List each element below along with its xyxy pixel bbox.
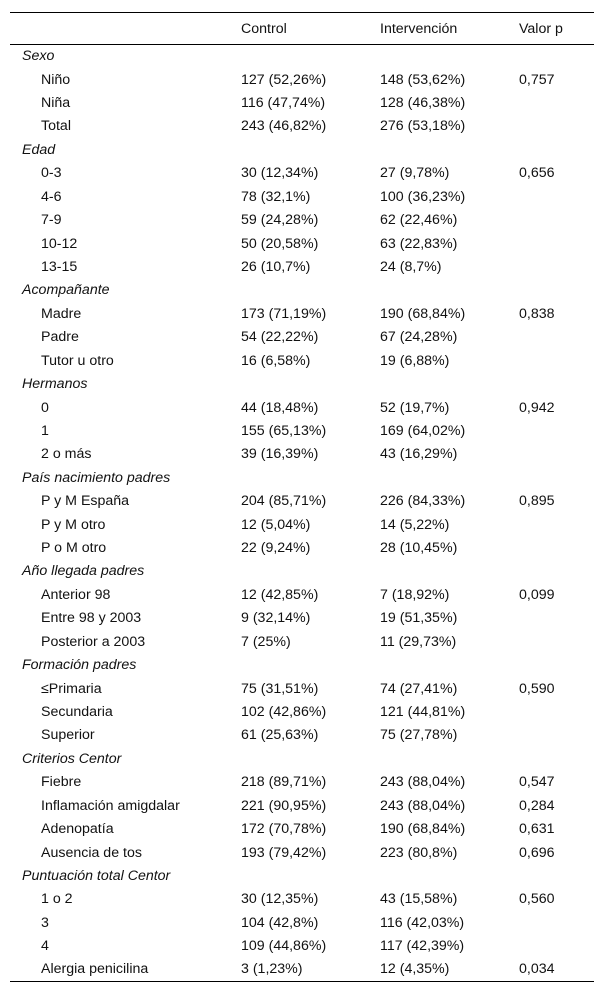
p-value-cell [519,630,594,653]
row-label: Secundaria [41,704,113,721]
row-label: Entre 98 y 2003 [41,610,142,627]
section-row [10,45,594,68]
table-row [10,958,594,981]
p-value-cell [519,700,594,723]
row-label: 13-15 [41,259,78,275]
table-header-row [10,13,594,45]
intervencion-cell: 7 (18,92%) [380,586,450,603]
p-value-cell: 0,757 [519,71,555,88]
control-cell: 9 (32,14%) [241,610,311,627]
control-cell: 59 (24,28%) [241,212,319,229]
intervencion-cell: 27 (9,78%) [380,165,450,182]
section-title: Edad [22,141,56,158]
p-value-cell [519,419,594,442]
table-row [10,607,594,630]
table-row [10,724,594,747]
table-row [10,771,594,794]
intervencion-cell: 117 (42,39%) [380,938,465,955]
p-value-cell: 0,942 [519,399,555,416]
row-label: 0-3 [41,165,62,182]
control-cell: 221 (90,95%) [241,797,327,814]
table-row [10,396,594,419]
row-label: Total [41,118,71,135]
row-label: Fiebre [41,774,82,791]
p-value-cell: 0,560 [519,891,555,908]
intervencion-cell: 121 (44,81%) [380,704,466,721]
section-row [10,466,594,489]
p-value-cell: 0,590 [519,680,555,697]
control-cell: 26 (10,7%) [241,259,311,275]
intervencion-cell: 63 (22,83%) [380,235,458,252]
p-value-cell [519,443,594,466]
table-row [10,490,594,513]
p-value-cell [519,911,594,934]
intervencion-cell: 12 (4,35%) [380,958,519,981]
row-label: Niña [41,95,71,112]
table-row [10,115,594,138]
header-control: Control [241,13,380,45]
control-cell: 22 (9,24%) [241,540,311,557]
section-title: Formación padres [22,657,137,674]
table-row [10,583,594,606]
p-value-cell [519,349,594,372]
row-label: 10-12 [41,235,78,252]
section-title: Hermanos [22,376,88,393]
row-label: Tutor u otro [41,352,114,369]
p-value-cell [519,91,594,114]
section-row [10,747,594,770]
control-cell: 204 (85,71%) [241,493,327,510]
p-value-cell [519,185,594,208]
intervencion-cell: 74 (27,41%) [380,680,458,697]
control-cell: 50 (20,58%) [241,235,319,252]
control-cell: 12 (5,04%) [241,516,311,533]
p-value-cell [519,232,594,255]
control-cell: 30 (12,34%) [241,165,319,182]
table-row [10,888,594,911]
intervencion-cell: 190 (68,84%) [380,821,466,838]
table-row [10,794,594,817]
section-title: Puntuación total Centor [22,867,171,884]
row-label: 0 [41,399,49,416]
row-label: Alergia penicilina [10,958,241,981]
section-row [10,138,594,161]
intervencion-cell: 226 (84,33%) [380,493,466,510]
intervencion-cell: 169 (64,02%) [380,422,466,439]
p-value-cell: 0,547 [519,774,555,791]
section-row [10,372,594,395]
table-row [10,185,594,208]
row-label: Superior [41,727,95,744]
p-value-cell [519,326,594,349]
control-cell: 243 (46,82%) [241,118,327,135]
p-value-cell [519,724,594,747]
intervencion-cell: 190 (68,84%) [380,305,466,322]
row-label: Ausencia de tos [41,844,142,861]
section-row [10,864,594,887]
table-row [10,208,594,231]
control-cell: 61 (25,63%) [241,727,319,744]
section-title: Acompañante [22,282,110,299]
p-value-cell [519,536,594,559]
row-label: P y M España [41,493,130,510]
table-row [10,536,594,559]
intervencion-cell: 116 (42,03%) [380,914,465,931]
table-row [10,255,594,278]
control-cell: 173 (71,19%) [241,305,327,322]
intervencion-cell: 19 (6,88%) [380,352,450,369]
header-intervencion: Intervención [380,13,519,45]
control-cell: 3 (1,23%) [241,958,380,981]
section-title: Año llegada padres [22,563,145,580]
table-row [10,677,594,700]
intervencion-cell: 223 (80,8%) [380,844,458,861]
control-cell: 116 (47,74%) [241,95,326,112]
row-label: ≤Primaria [41,680,102,697]
intervencion-cell: 243 (88,04%) [380,797,466,814]
table-row [10,817,594,840]
table-row [10,349,594,372]
p-value-cell: 0,696 [519,844,555,861]
section-title: Sexo [22,48,55,65]
p-value-cell [519,115,594,138]
p-value-cell: 0,099 [519,586,555,603]
table-row [10,443,594,466]
intervencion-cell: 43 (16,29%) [380,446,458,463]
intervencion-cell: 75 (27,78%) [380,727,458,744]
p-value-cell: 0,838 [519,305,555,322]
control-cell: 75 (31,51%) [241,680,319,697]
section-title: País nacimiento padres [22,469,171,486]
control-cell: 7 (25%) [241,633,291,650]
intervencion-cell: 243 (88,04%) [380,774,466,791]
row-label: Niño [41,71,71,88]
control-cell: 193 (79,42%) [241,844,327,861]
row-label: P o M otro [41,540,107,557]
control-cell: 78 (32,1%) [241,188,311,205]
control-cell: 30 (12,35%) [241,891,319,908]
baseline-characteristics-table [10,12,594,982]
p-value-cell [519,935,594,958]
control-cell: 172 (70,78%) [241,821,327,838]
table-row [10,911,594,934]
control-cell: 104 (42,8%) [241,914,319,931]
table-row [10,91,594,114]
row-label: 1 o 2 [41,891,73,908]
control-cell: 44 (18,48%) [241,399,319,416]
table-row [10,68,594,91]
intervencion-cell: 14 (5,22%) [380,516,450,533]
control-cell: 155 (65,13%) [241,422,327,439]
control-cell: 102 (42,86%) [241,704,327,721]
table-row [10,630,594,653]
row-label: Anterior 98 [41,586,111,603]
table-row [10,841,594,864]
intervencion-cell: 62 (22,46%) [380,212,458,229]
control-cell: 218 (89,71%) [241,774,327,791]
row-label: 2 o más [41,446,92,463]
control-cell: 12 (42,85%) [241,586,319,603]
header-valor-p: Valor p [519,13,594,45]
intervencion-cell: 24 (8,7%) [380,259,442,275]
section-row [10,653,594,676]
control-cell: 127 (52,26%) [241,71,327,88]
control-cell: 39 (16,39%) [241,446,319,463]
control-cell: 16 (6,58%) [241,352,311,369]
table-row [10,700,594,723]
table-row [10,162,594,185]
row-label: 1 [41,422,49,439]
intervencion-cell: 128 (46,38%) [380,95,466,112]
row-label: Madre [41,305,82,322]
row-label: 4 [41,938,49,955]
row-label: P y M otro [41,516,106,533]
intervencion-cell: 148 (53,62%) [380,71,466,88]
p-value-cell: 0,656 [519,165,555,182]
p-value-cell: 0,631 [519,821,555,838]
section-title: Criterios Centor [22,750,122,767]
section-row [10,560,594,583]
row-label: 7-9 [41,212,62,229]
p-value-cell: 0,895 [519,493,555,510]
table-row [10,935,594,958]
table-row [10,419,594,442]
p-value-cell [519,513,594,536]
table-row [10,513,594,536]
row-label: Inflamación amigdalar [41,797,180,814]
table-row [10,232,594,255]
control-cell: 54 (22,22%) [241,329,319,346]
table-body [10,45,594,982]
intervencion-cell: 43 (15,58%) [380,891,458,908]
table-row [10,326,594,349]
p-value-cell [519,255,594,278]
p-value-cell [519,208,594,231]
row-label: Posterior a 2003 [41,633,146,650]
control-cell: 109 (44,86%) [241,938,327,955]
intervencion-cell: 19 (51,35%) [380,610,458,627]
row-label: 4-6 [41,188,62,205]
row-label: 3 [41,914,49,931]
row-label: Padre [41,329,79,346]
header-blank [10,13,241,45]
p-value-cell: 0,034 [519,958,594,981]
intervencion-cell: 100 (36,23%) [380,188,466,205]
row-label: Adenopatía [41,821,114,838]
intervencion-cell: 276 (53,18%) [380,118,466,135]
section-row [10,279,594,302]
intervencion-cell: 28 (10,45%) [380,540,458,557]
intervencion-cell: 52 (19,7%) [380,399,450,416]
intervencion-cell: 11 (29,73%) [380,633,457,650]
p-value-cell [519,607,594,630]
p-value-cell: 0,284 [519,797,555,814]
table-row [10,302,594,325]
intervencion-cell: 67 (24,28%) [380,329,458,346]
